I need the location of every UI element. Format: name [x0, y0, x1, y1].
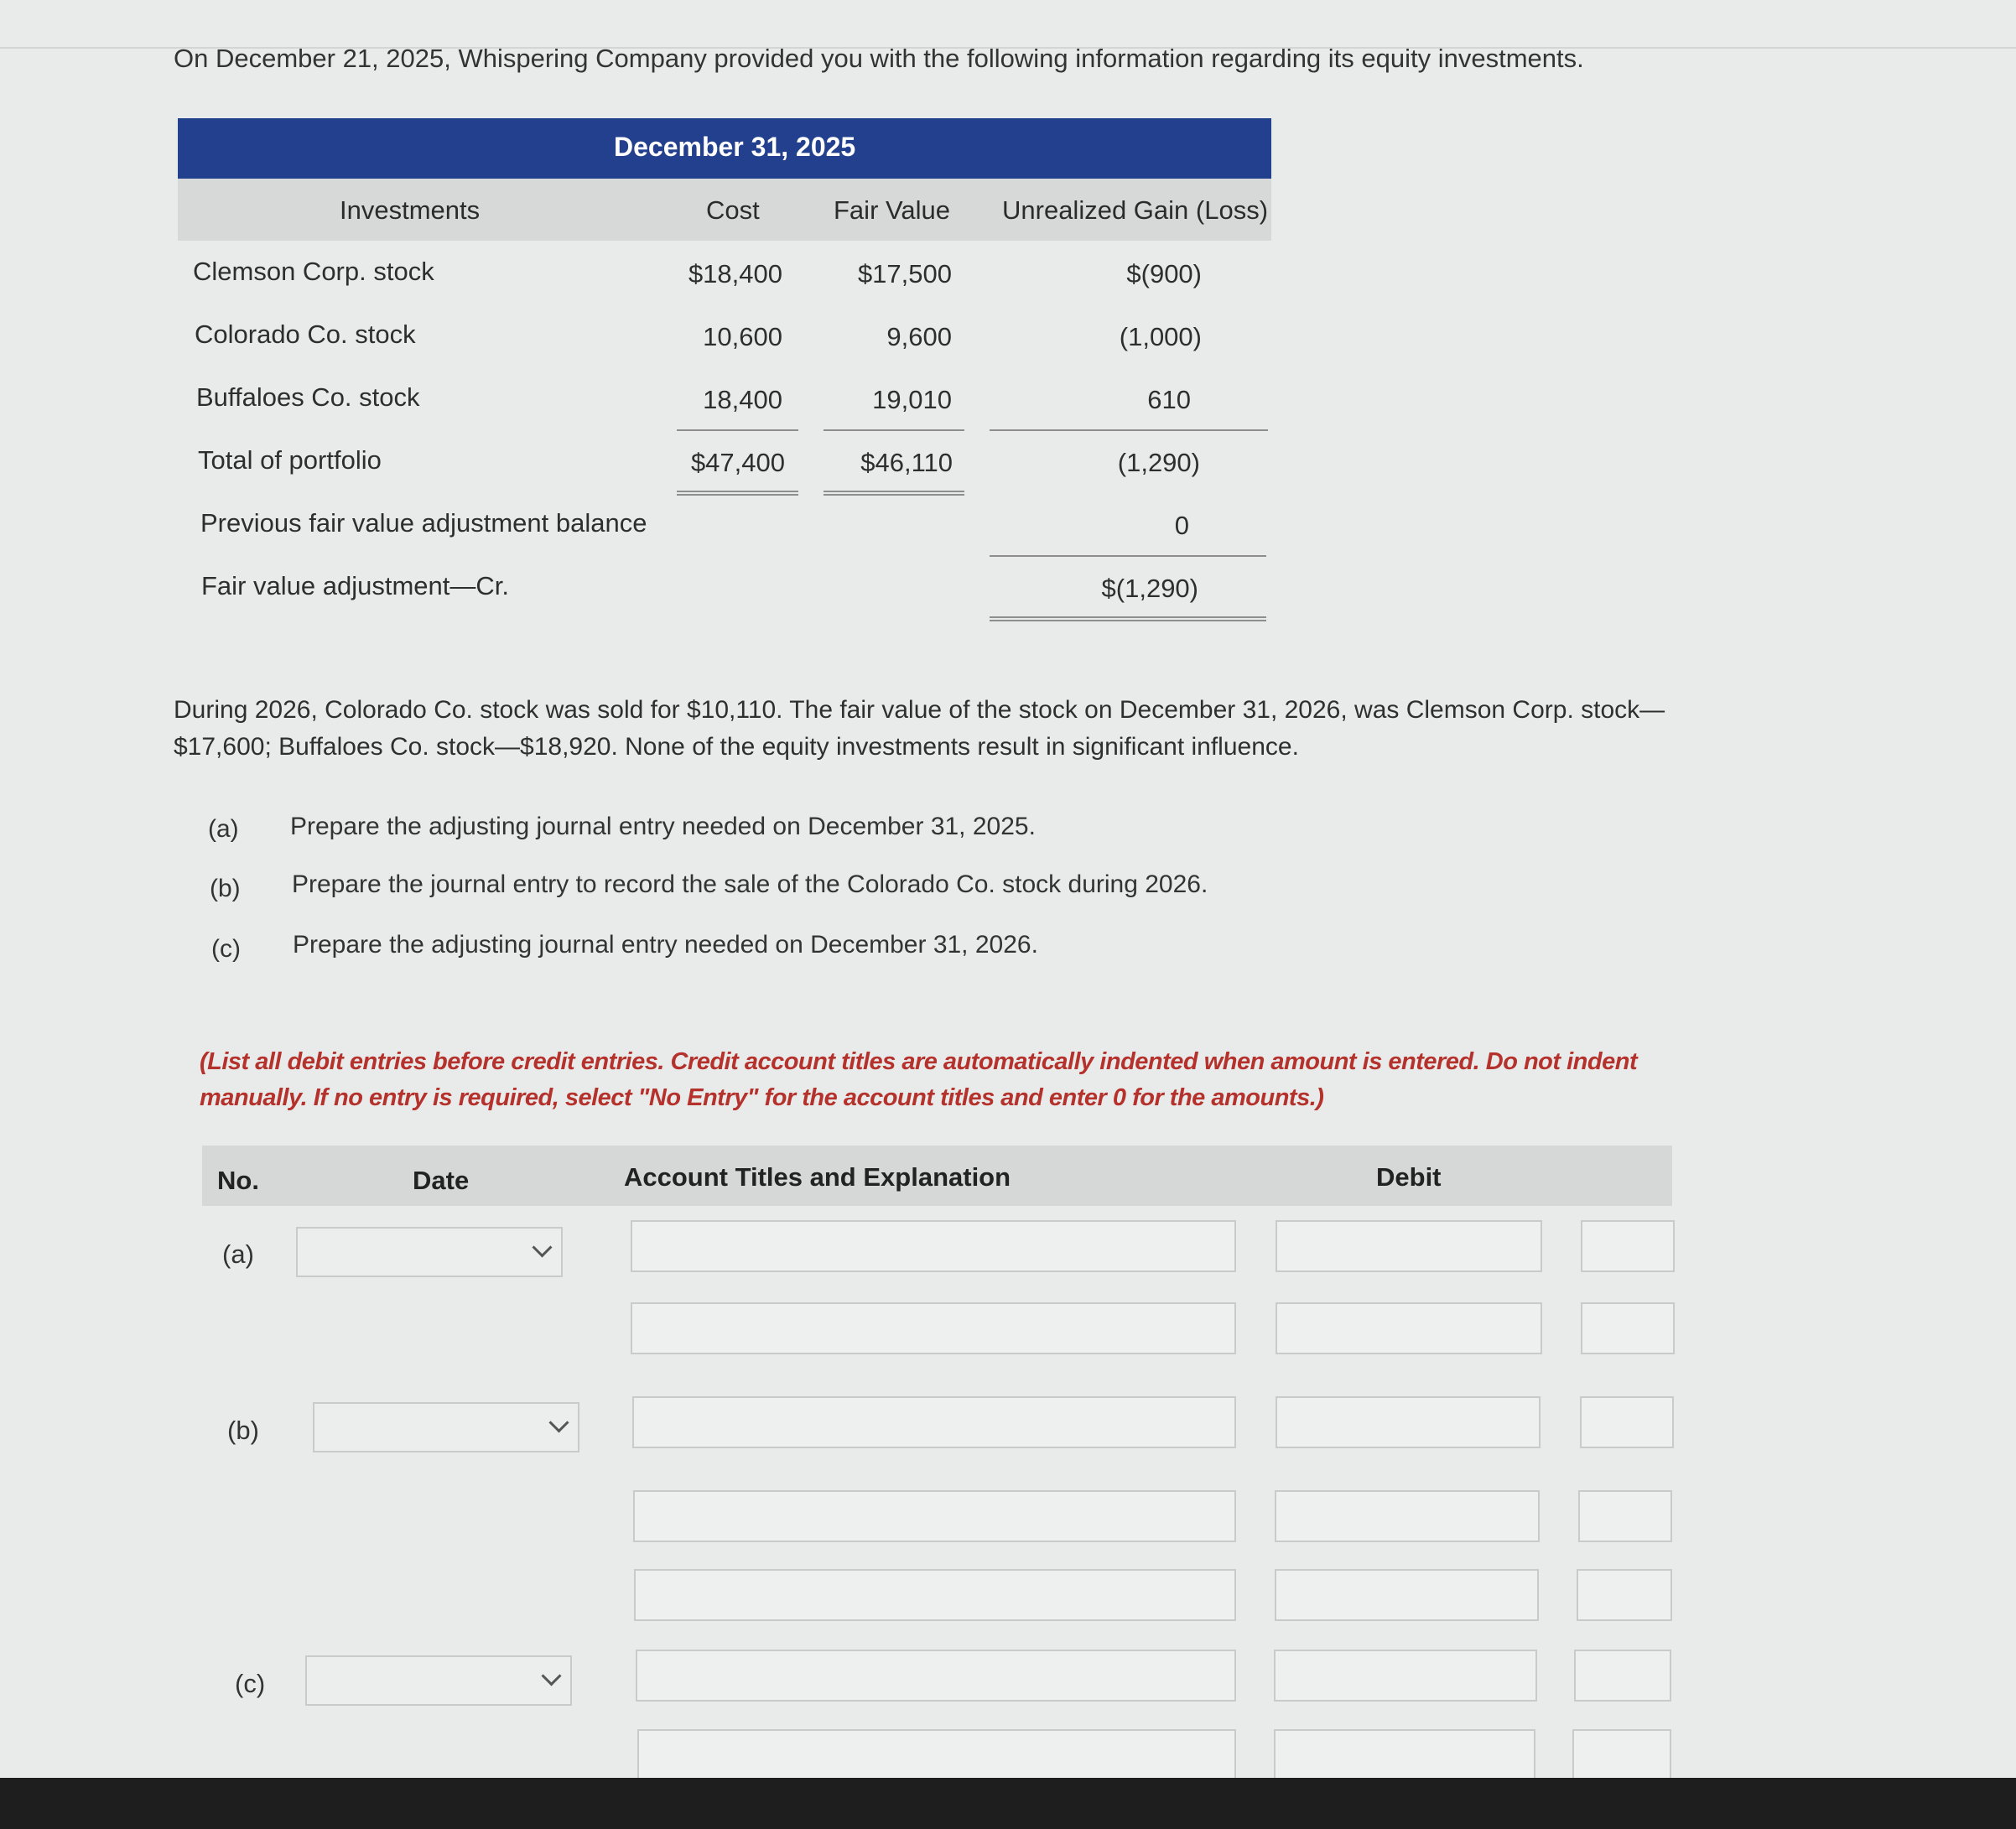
account-title-input[interactable] [631, 1302, 1236, 1354]
fair-underline [824, 429, 964, 431]
debit-input[interactable] [1275, 1569, 1539, 1621]
account-title-input[interactable] [633, 1490, 1236, 1542]
debit-input[interactable] [1274, 1650, 1537, 1702]
debit-input[interactable] [1274, 1729, 1535, 1781]
credit-input[interactable] [1581, 1302, 1675, 1354]
date-select[interactable] [296, 1227, 563, 1277]
col-cost: Cost [706, 195, 760, 225]
entry-label: (b) [227, 1416, 259, 1445]
question-label: (c) [211, 935, 241, 963]
row-fair: 19,010 [872, 385, 952, 414]
chevron-down-icon [548, 1412, 569, 1432]
row-gain: 0 [1174, 511, 1189, 540]
date-select[interactable] [313, 1402, 579, 1452]
fair-double-underline [824, 491, 964, 496]
col-unrealized: Unrealized Gain (Loss) [1002, 195, 1269, 225]
bottom-bezel [0, 1778, 2016, 1829]
account-title-input[interactable] [637, 1729, 1236, 1781]
row-fair: $17,500 [857, 259, 952, 288]
gain-underline [990, 429, 1268, 431]
row-cost: $18,400 [688, 259, 782, 288]
table-column-header [178, 179, 1271, 241]
table-title-bar [178, 118, 1271, 179]
account-title-input[interactable] [631, 1220, 1236, 1272]
header-debit: Debit [1376, 1162, 1442, 1192]
row-cost: 10,600 [703, 322, 782, 351]
row-name: Colorado Co. stock [195, 320, 416, 349]
cost-underline [677, 429, 798, 431]
col-fair-value: Fair Value [834, 195, 950, 225]
row-gain: $(1,290) [1101, 574, 1198, 603]
question-text: Prepare the adjusting journal entry needed on December 31, 2026. [293, 931, 1038, 959]
question-label: (b) [210, 875, 241, 902]
row-name: Previous fair value adjustment balance [200, 508, 647, 538]
date-select[interactable] [305, 1655, 572, 1706]
debit-input[interactable] [1276, 1220, 1542, 1272]
credit-input[interactable] [1580, 1396, 1674, 1448]
account-title-input[interactable] [636, 1650, 1236, 1702]
row-cost: 18,400 [703, 385, 782, 414]
instruction-note: (List all debit entries before credit entries. Credit account titles are automatically indented when amount is entered. Do not indent manually. If no entry is required, select "No Entry" for the account titles and enter 0 for the amounts.) [200, 1048, 1638, 1111]
debit-input[interactable] [1275, 1490, 1540, 1542]
row-fair: $46,110 [860, 448, 953, 477]
entry-label: (c) [235, 1669, 266, 1698]
row-name: Buffaloes Co. stock [196, 382, 420, 412]
question-label: (a) [208, 815, 239, 843]
row-gain: 610 [1147, 385, 1191, 414]
cost-double-underline [677, 491, 798, 496]
row-name: Clemson Corp. stock [193, 257, 434, 286]
account-title-input[interactable] [634, 1569, 1236, 1621]
row-cost: $47,400 [690, 448, 785, 477]
row-name: Total of portfolio [198, 445, 382, 475]
problem-paragraph: During 2026, Colorado Co. stock was sold for $10,110. The fair value of the stock on December 31, 2026, was Clemson Corp. stock— $17,600; Buffaloes Co. stock—$18,920. None of the equity investments result in significant influence. [174, 696, 1665, 761]
row-name: Fair value adjustment—Cr. [201, 571, 509, 600]
credit-input[interactable] [1577, 1569, 1672, 1621]
chevron-down-icon [532, 1237, 552, 1257]
intro-text: On December 21, 2025, Whispering Company provided you with the following information regarding its equity investments. [174, 44, 1584, 73]
header-account: Account Titles and Explanation [624, 1162, 1011, 1192]
account-title-input[interactable] [632, 1396, 1236, 1448]
question-text: Prepare the adjusting journal entry needed on December 31, 2025. [290, 813, 1036, 840]
adjustment-underline [990, 555, 1266, 557]
credit-input[interactable] [1581, 1220, 1675, 1272]
header-date: Date [413, 1166, 470, 1195]
row-gain: $(900) [1126, 259, 1202, 288]
row-gain: (1,000) [1119, 322, 1202, 351]
debit-input[interactable] [1276, 1396, 1541, 1448]
chevron-down-icon [541, 1665, 561, 1686]
table-title: December 31, 2025 [614, 132, 856, 162]
header-no: No. [217, 1166, 259, 1195]
col-investments: Investments [340, 195, 481, 225]
question-text: Prepare the journal entry to record the sale of the Colorado Co. stock during 2026. [292, 870, 1208, 898]
journal-header [202, 1146, 1672, 1206]
adjustment-double-underline [990, 616, 1266, 621]
row-fair: 9,600 [886, 322, 952, 351]
debit-input[interactable] [1276, 1302, 1542, 1354]
entry-label: (a) [222, 1239, 254, 1269]
row-gain: (1,290) [1117, 448, 1200, 477]
credit-input[interactable] [1574, 1650, 1671, 1702]
credit-input[interactable] [1578, 1490, 1672, 1542]
credit-input[interactable] [1572, 1729, 1671, 1781]
